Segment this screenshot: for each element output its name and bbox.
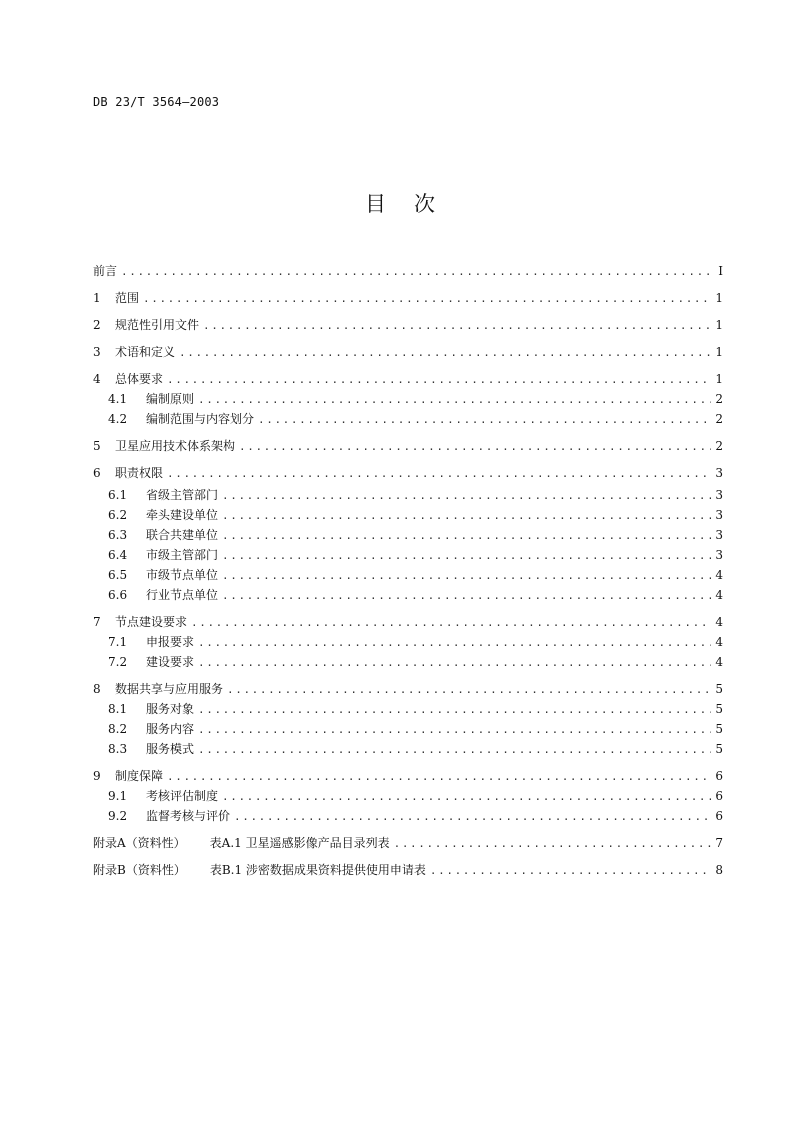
toc-entry-page: 6 [715,769,723,783]
toc-entry-page: 4 [715,635,723,649]
toc-entry[interactable] [93,862,723,878]
toc-entry-label: 术语和定义 [115,345,176,359]
toc-entry-number: 4.1 [108,392,128,406]
toc-entry-number: 7.2 [108,655,128,669]
toc-entry-label: 申报要求 [146,635,195,649]
toc-entry-label: 职责权限 [115,466,164,480]
toc-entry-number: 2 [93,318,101,332]
toc-entry-label: 编制范围与内容划分 [146,412,255,426]
toc-leader-dots [121,264,711,280]
toc-entry-page: 1 [715,318,723,332]
toc-leader-dots [222,789,711,805]
toc-entry-page: I [718,264,723,278]
toc-entry-page: 4 [715,588,723,602]
toc-entry-number: 9 [93,769,101,783]
toc-leader-dots [222,568,711,584]
toc-entry-label: 行业节点单位 [146,588,219,602]
document-code: DB 23/T 3564—2003 [93,95,220,109]
toc-entry-label: 规范性引用文件 [115,318,200,332]
toc-entry-number: 4 [93,372,101,386]
toc-leader-dots [234,809,711,825]
toc-leader-dots [143,291,711,307]
toc-entry[interactable] [93,465,723,481]
toc-entry-label: 制度保障 [115,769,164,783]
toc-entry-page: 3 [715,488,723,502]
toc-entry[interactable] [93,654,723,670]
toc-leader-dots [394,836,711,852]
toc-entry-number: 6.2 [108,508,128,522]
toc-entry-page: 4 [715,615,723,629]
toc-entry-label: 编制原则 [146,392,195,406]
toc-entry-number: 8.3 [108,742,128,756]
toc-entry[interactable] [93,681,723,697]
toc-entry-page: 5 [715,722,723,736]
toc-entry-page: 1 [715,372,723,386]
toc-entry-label: 前言 [93,264,118,278]
toc-entry[interactable] [93,507,723,523]
toc-entry[interactable] [93,788,723,804]
toc-leader-dots [198,742,711,758]
toc-leader-dots [430,863,711,879]
toc-entry[interactable] [93,741,723,757]
toc-entry[interactable] [93,614,723,630]
toc-leader-dots [167,769,711,785]
toc-entry-label: 服务对象 [146,702,195,716]
toc-entry-label: 表A.1 卫星遥感影像产品目录列表 [209,836,390,850]
toc-entry-page: 3 [715,528,723,542]
toc-entry-page: 5 [715,682,723,696]
toc-leader-dots [198,635,711,651]
toc-entry-number: 6.3 [108,528,128,542]
toc-leader-dots [227,682,711,698]
toc-entry[interactable] [93,290,723,306]
toc-entry[interactable] [93,411,723,427]
toc-entry-page: 3 [715,508,723,522]
toc-entry[interactable] [93,317,723,333]
toc-leader-dots [198,702,711,718]
toc-entry-number: 4.2 [108,412,128,426]
toc-entry-page: 6 [715,789,723,803]
toc-entry[interactable] [93,487,723,503]
toc-entry-label: 范围 [115,291,140,305]
toc-entry-number: 6.5 [108,568,128,582]
toc-entry-number: 3 [93,345,101,359]
toc-leader-dots [198,722,711,738]
toc-leader-dots [198,392,711,408]
toc-entry-page: 5 [715,742,723,756]
toc-entry[interactable] [93,634,723,650]
toc-entry-page: 4 [715,655,723,669]
toc-entry-number: 8.2 [108,722,128,736]
toc-entry-number: 8 [93,682,101,696]
toc-entry-number: 9.2 [108,809,128,823]
toc-entry-label: 监督考核与评价 [146,809,231,823]
toc-entry-number: 6.1 [108,488,128,502]
toc-entry-label: 卫星应用技术体系架构 [115,439,236,453]
toc-entry-label: 表B.1 涉密数据成果资料提供使用申请表 [209,863,426,877]
page-title: 目次 [365,192,463,216]
toc-entry-number: 6.6 [108,588,128,602]
toc-entry-label: 节点建设要求 [115,615,188,629]
toc-entry[interactable] [93,344,723,360]
toc-entry-number: 8.1 [108,702,128,716]
toc-entry[interactable] [93,808,723,824]
toc-entry[interactable] [93,587,723,603]
toc-entry-page: 3 [715,466,723,480]
toc-entry-page: 4 [715,568,723,582]
toc-entry-label: 联合共建单位 [146,528,219,542]
toc-entry[interactable] [93,527,723,543]
toc-entry-page: 1 [715,291,723,305]
toc-entry[interactable] [93,567,723,583]
toc-leader-dots [258,412,711,428]
toc-entry-page: 8 [715,863,723,877]
toc-entry-label: 建设要求 [146,655,195,669]
toc-entry-label: 市级主管部门 [146,548,219,562]
toc-entry-page: 6 [715,809,723,823]
toc-leader-dots [222,588,711,604]
toc-entry[interactable] [93,371,723,387]
toc-entry-page: 2 [715,412,723,426]
toc-entry-label: 服务内容 [146,722,195,736]
toc-leader-dots [167,372,711,388]
toc-entry-page: 2 [715,392,723,406]
toc-entry[interactable] [93,438,723,454]
toc-leader-dots [222,528,711,544]
toc-entry-number: 6 [93,466,101,480]
toc-entry[interactable] [93,835,723,851]
toc-entry-page: 5 [715,702,723,716]
toc-entry-number: 7 [93,615,101,629]
toc-leader-dots [239,439,711,455]
toc-entry-label: 数据共享与应用服务 [115,682,224,696]
toc-entry-label: 市级节点单位 [146,568,219,582]
toc-entry[interactable] [93,547,723,563]
toc-leader-dots [222,508,711,524]
toc-entry-number: 9.1 [108,789,128,803]
toc-entry-label: 总体要求 [115,372,164,386]
toc-leader-dots [203,318,711,334]
toc-entry-page: 3 [715,548,723,562]
toc-entry-number: 附录B（资料性） [93,863,186,877]
toc-entry-number: 7.1 [108,635,128,649]
toc-entry-page: 2 [715,439,723,453]
toc-entry-number: 5 [93,439,101,453]
toc-leader-dots [191,615,711,631]
toc-entry-page: 1 [715,345,723,359]
toc-entry[interactable] [93,768,723,784]
toc-entry-label: 服务模式 [146,742,195,756]
toc-entry-number: 6.4 [108,548,128,562]
toc-leader-dots [222,548,711,564]
toc-entry[interactable] [93,263,723,279]
toc-entry[interactable] [93,391,723,407]
toc-entry-number: 1 [93,291,101,305]
toc-entry-number: 附录A（资料性） [93,836,186,850]
toc-leader-dots [179,345,711,361]
toc-entry-label: 省级主管部门 [146,488,219,502]
toc-entry[interactable] [93,721,723,737]
toc-entry-label: 考核评估制度 [146,789,219,803]
toc-entry[interactable] [93,701,723,717]
toc-leader-dots [222,488,711,504]
toc-entry-label: 牵头建设单位 [146,508,219,522]
toc-leader-dots [198,655,711,671]
toc-entry-page: 7 [715,836,723,850]
toc-leader-dots [167,466,711,482]
